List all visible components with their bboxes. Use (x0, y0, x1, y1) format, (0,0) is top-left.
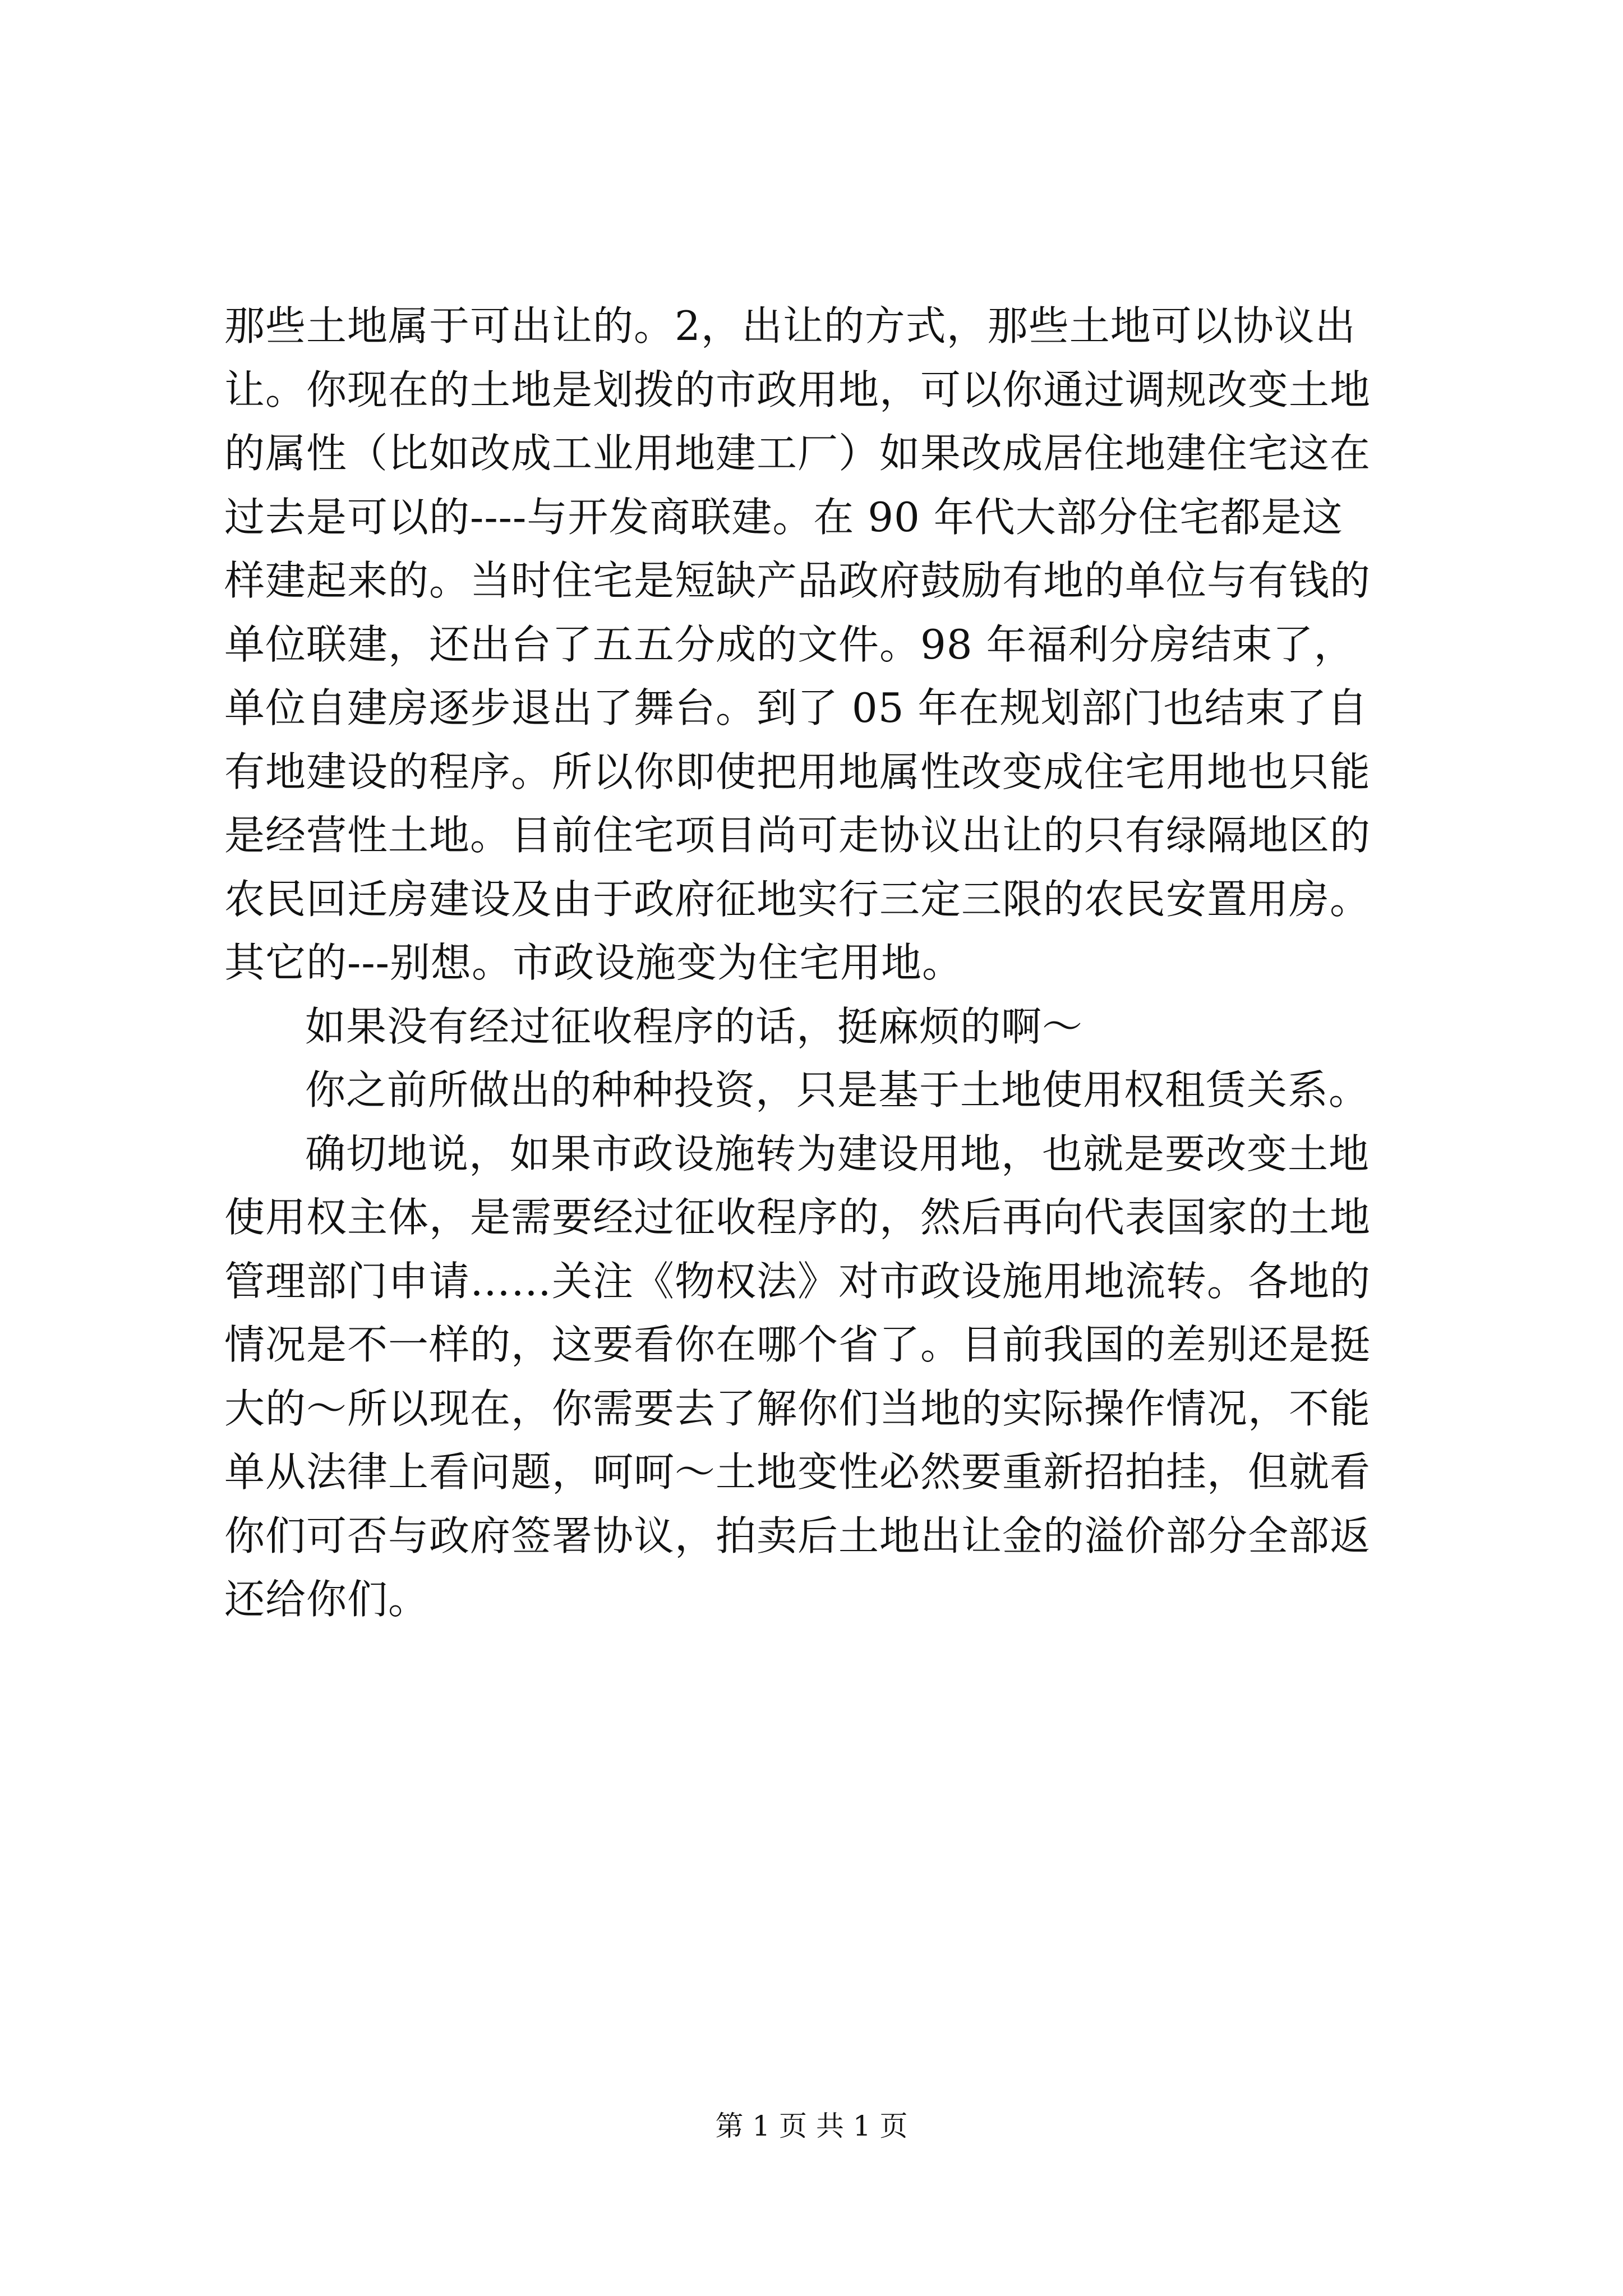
text-line: 管理部门申请……关注《物权法》对市政设施用地流转。各地的 (224, 1257, 1371, 1305)
text-line: 是经营性土地。目前住宅项目尚可走协议出让的只有绿隔地区的 (224, 812, 1371, 859)
text-line: 农民回迁房建设及由于政府征地实行三定三限的农民安置用房。 (224, 875, 1371, 923)
text-line: 那些土地属于可出让的。2，出让的方式，那些土地可以协议出 (224, 302, 1356, 349)
paragraph-line: 确切地说，如果市政设施转为建设用地，也就是要改变土地 (305, 1130, 1370, 1177)
text-line: 单从法律上看问题，呵呵～土地变性必然要重新招拍挂，但就看 (224, 1448, 1371, 1496)
text-line: 让。你现在的土地是划拨的市政用地，可以你通过调规改变土地 (224, 366, 1371, 413)
paragraph-line: 如果没有经过征收程序的话，挺麻烦的啊～ (305, 1002, 1083, 1050)
text-line: 情况是不一样的，这要看你在哪个省了。目前我国的差别还是挺 (224, 1321, 1371, 1368)
paragraph-line: 你之前所做出的种种投资，只是基于土地使用权租赁关系。 (305, 1066, 1370, 1114)
page-number-footer: 第 1 页 共 1 页 (715, 2110, 908, 2142)
text-line: 单位联建，还出台了五五分成的文件。98 年福利分房结束了， (224, 620, 1355, 668)
text-line: 你们可否与政府签署协议，拍卖后土地出让金的溢价部分全部返 (224, 1512, 1371, 1559)
document-body (224, 295, 1424, 1632)
text-line: 有地建设的程序。所以你即使把用地属性改变成住宅用地也只能 (224, 748, 1371, 795)
text-line: 样建起来的。当时住宅是短缺产品政府鼓励有地的单位与有钱的 (224, 557, 1371, 604)
text-line: 单位自建房逐步退出了舞台。到了 05 年在规划部门也结束了自 (224, 684, 1368, 731)
text-line: 过去是可以的----与开发商联建。在 90 年代大部分住宅都是这 (224, 493, 1343, 541)
text-line: 大的～所以现在，你需要去了解你们当地的实际操作情况，不能 (224, 1384, 1371, 1432)
text-line: 其它的---别想。市政设施变为住宅用地。 (224, 939, 963, 986)
text-line: 还给你们。 (224, 1576, 430, 1623)
text-line: 使用权主体，是需要经过征收程序的，然后再向代表国家的土地 (224, 1194, 1371, 1241)
text-line: 的属性（比如改成工业用地建工厂）如果改成居住地建住宅这在 (224, 430, 1371, 477)
